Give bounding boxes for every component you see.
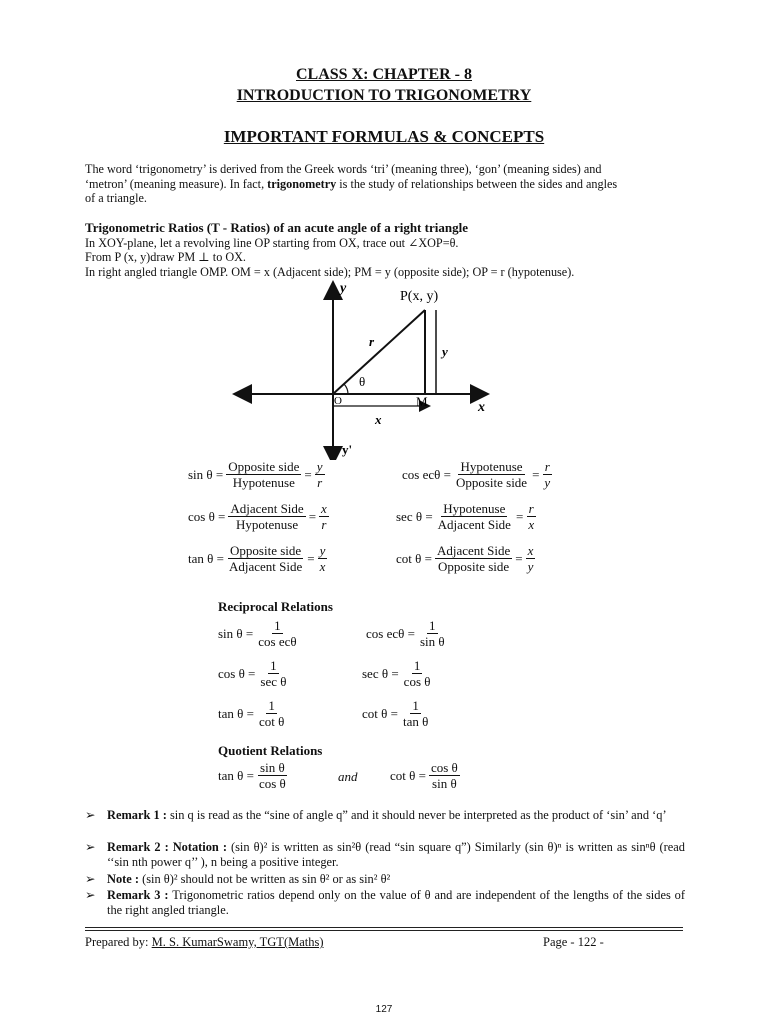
ratio-cot-lhs: cot θ = [396, 550, 432, 566]
ratio-tan-den2: x [319, 559, 326, 574]
ratios-line-1: In XOY-plane, let a revolving line OP starting from OX, trace out ∠XOP=θ. [85, 235, 459, 250]
label-side-y: y [442, 344, 448, 359]
bullet-arrow-icon: ➢ [85, 808, 96, 822]
footer-rule-bottom [85, 930, 683, 931]
ratios-line-2: From P (x, y)draw PM ⊥ to OX. [85, 250, 246, 265]
ratio-sin-num2: y [316, 459, 323, 474]
ratio-tan-num: Opposite side [230, 543, 302, 558]
reciprocal-tan-num: 1 [268, 698, 275, 713]
quotient-tan-den: cos θ [258, 776, 286, 791]
reciprocal-sin-lhs: sin θ = [218, 625, 254, 641]
ratio-cos-num: Adjacent Side [230, 501, 304, 516]
ratio-cosec-num2: r [544, 459, 550, 474]
footer-page: Page - 122 - [543, 935, 604, 949]
chapter-subtitle: INTRODUCTION TO TRIGONOMETRY [236, 87, 532, 104]
ratio-sin-den: Hypotenuse [232, 475, 295, 490]
reciprocal-cosec-num: 1 [429, 618, 436, 633]
remark-3 [85, 888, 685, 918]
remark-1 [85, 808, 685, 823]
bullet-arrow-icon: ➢ [85, 872, 96, 886]
quotient-tan-lhs: tan θ = [218, 767, 254, 783]
reciprocal-sin-den: cos ecθ [258, 634, 297, 649]
reciprocal-cot-num: 1 [412, 698, 419, 713]
chapter-title: CLASS X: CHAPTER - 8 [295, 66, 472, 83]
reciprocal-sec-lhs: sec θ = [362, 665, 399, 681]
reciprocal-cos-den: sec θ [260, 674, 287, 689]
quotient-cot-lhs: cot θ = [390, 767, 426, 783]
remark-3-label: Remark 3 : [107, 888, 169, 902]
ratio-sec-num: Hypotenuse [443, 501, 506, 516]
ratio-sin: sin θ = $\frac{\text{Opposite side}}{\text{Hypotenuse}}$ = $\frac{y}{r}$ [188, 459, 323, 490]
reciprocal-cot-den: tan θ [402, 714, 429, 729]
footer-prepared-label: Prepared by: [85, 935, 149, 949]
ratio-cot-num: Adjacent Side [436, 543, 511, 558]
footer [85, 935, 685, 950]
ratio-sec-lhs: sec θ = [396, 508, 433, 524]
label-y-prime: y' [342, 442, 353, 457]
quotient-cot-den: sin θ [432, 776, 457, 791]
quotient-cot-num: cos θ [430, 760, 458, 775]
hypotenuse-line [333, 310, 425, 394]
quotient-cot [390, 760, 460, 791]
reciprocal-heading: Reciprocal Relations [218, 599, 333, 614]
note-label: Note : [107, 872, 139, 886]
label-r: r [369, 334, 375, 349]
reciprocal-sin [218, 618, 299, 649]
reciprocal-tan-lhs: tan θ = [218, 705, 254, 721]
section-title: IMPORTANT FORMULAS & CONCEPTS [223, 127, 545, 146]
reciprocal-tan [218, 698, 286, 729]
reciprocal-cosec [366, 618, 447, 649]
quotient-tan-num: sin θ [260, 760, 285, 775]
ratio-tan-num2: y [319, 543, 326, 558]
label-x-axis: x [478, 400, 485, 415]
ratio-cos: cos θ = $\frac{\text{Adjacent Side}}{\text{Hypotenuse}}$ = $\frac{x}{r}$ [188, 501, 327, 532]
ratios-section [85, 221, 685, 279]
label-side-x: x [375, 412, 382, 427]
reciprocal-cosec-lhs: cos ecθ = [366, 625, 415, 641]
ratios-heading: Trigonometric Ratios (T - Ratios) of an acute angle of a right triangle [85, 220, 468, 235]
ratio-sec-den2: x [528, 517, 535, 532]
label-point-p: P(x, y) [400, 289, 439, 304]
ratio-sec-num2: r [528, 501, 534, 516]
bullet-arrow-icon: ➢ [85, 840, 96, 854]
ratio-sin-lhs: sin θ = [188, 466, 224, 482]
reciprocal-tan-den: cot θ [258, 714, 285, 729]
reciprocal-cos [218, 658, 288, 689]
remark-1-text: sin q is read as the “sine of angle q” and it should never be interpreted as the product of ‘sin’ and ‘q’ [169, 808, 667, 822]
page-number: 127 [375, 1004, 393, 1015]
ratio-cos-den2: r [321, 517, 327, 532]
ratio-cot-den2: y [527, 559, 534, 574]
ratios-line-3: In right angled triangle OMP. OM = x (Adjacent side); PM = y (opposite side); OP = r (hypotenuse). [85, 264, 575, 279]
ratio-cosec: cos ecθ = $\frac{\text{Hypotenuse}}{\text{Opposite side}}$ = $\frac{r}{y}$ [402, 459, 551, 490]
label-origin: O [334, 395, 342, 407]
triangle-diagram [230, 280, 510, 460]
remark-2-text: (sin θ)² is written as sin²θ (read “sin square q”) Similarly (sin θ)ⁿ is written as sinⁿθ (read ‘‘sin nth power q’’ ), n being a positive integer. [107, 840, 685, 869]
reciprocal-cot [362, 698, 430, 729]
intro-line-2: ‘metron’ (meaning measure). In fact, [85, 176, 265, 191]
footer-rule-top [85, 927, 683, 928]
intro-line-1: The word ‘trigonometry’ is derived from the Greek words ‘tri’ (meaning three), ‘gon’ (meaning sides) and [85, 162, 602, 176]
ratio-cosec-den2: y [544, 475, 551, 490]
remark-1-label: Remark 1 : [107, 808, 167, 822]
ratio-sec: sec θ = $\frac{\text{Hypotenuse}}{\text{Adjacent Side}}$ = $\frac{r}{x}$ [396, 501, 535, 532]
angle-arc [344, 384, 348, 394]
ratio-tan-den: Adjacent Side [228, 559, 303, 574]
remark-3-text: Trigonometric ratios depend only on the value of θ and are independent of the lengths of the sides of the right angled triangle. [107, 888, 685, 917]
ratio-cosec-num: Hypotenuse [460, 459, 523, 474]
reciprocal-sec-den: cos θ [403, 674, 431, 689]
reciprocal-sec [362, 658, 432, 689]
quotient-heading: Quotient Relations [218, 743, 323, 758]
ratio-sin-den2: r [317, 475, 323, 490]
reciprocal-sec-num: 1 [413, 658, 421, 673]
label-theta: θ [359, 374, 366, 389]
quotient-and: and [338, 769, 358, 784]
note-text: (sin θ)² should not be written as sin θ² or as sin² θ² [142, 872, 391, 886]
intro-paragraph [85, 162, 685, 206]
quotient-tan [218, 760, 288, 791]
ratio-cot-num2: x [527, 543, 534, 558]
remark-2-label: Remark 2 : Notation : [107, 840, 227, 854]
intro-line-3: of a triangle. [85, 191, 147, 206]
bullet-arrow-icon: ➢ [85, 888, 96, 902]
label-m: M [416, 394, 428, 409]
footer-author: M. S. KumarSwamy, TGT(Maths) [151, 935, 324, 949]
ratio-cos-den: Hypotenuse [235, 517, 299, 532]
intro-line-2b: is the study of relationships between the sides and angles [339, 176, 618, 191]
remark-2 [85, 840, 685, 870]
ratio-cos-lhs: cos θ = [188, 508, 226, 524]
ratio-sec-den: Adjacent Side [437, 517, 511, 532]
note [85, 872, 685, 887]
ratio-cos-num2: x [321, 501, 327, 516]
reciprocal-cos-num: 1 [270, 658, 277, 673]
ratio-cosec-lhs: cos ecθ = [402, 466, 451, 482]
intro-bold-term: trigonometry [267, 176, 337, 191]
reciprocal-cot-lhs: cot θ = [362, 705, 398, 721]
reciprocal-cos-lhs: cos θ = [218, 665, 256, 681]
ratio-tan: tan θ = $\frac{\text{Opposite side}}{\text{Adjacent Side}}$ = $\frac{y}{x}$ [188, 543, 326, 574]
ratio-cot: cot θ = $\frac{\text{Adjacent Side}}{\text{Opposite side}}$ = $\frac{x}{y}$ [396, 543, 534, 574]
ratio-cot-den: Opposite side [438, 559, 510, 574]
label-y: y [340, 281, 347, 296]
ratio-tan-lhs: tan θ = [188, 550, 224, 566]
reciprocal-cosec-den: sin θ [419, 634, 445, 649]
reciprocal-sin-num: 1 [274, 618, 281, 633]
ratio-sin-num: Opposite side [228, 459, 300, 474]
ratio-cosec-den: Opposite side [455, 475, 528, 490]
